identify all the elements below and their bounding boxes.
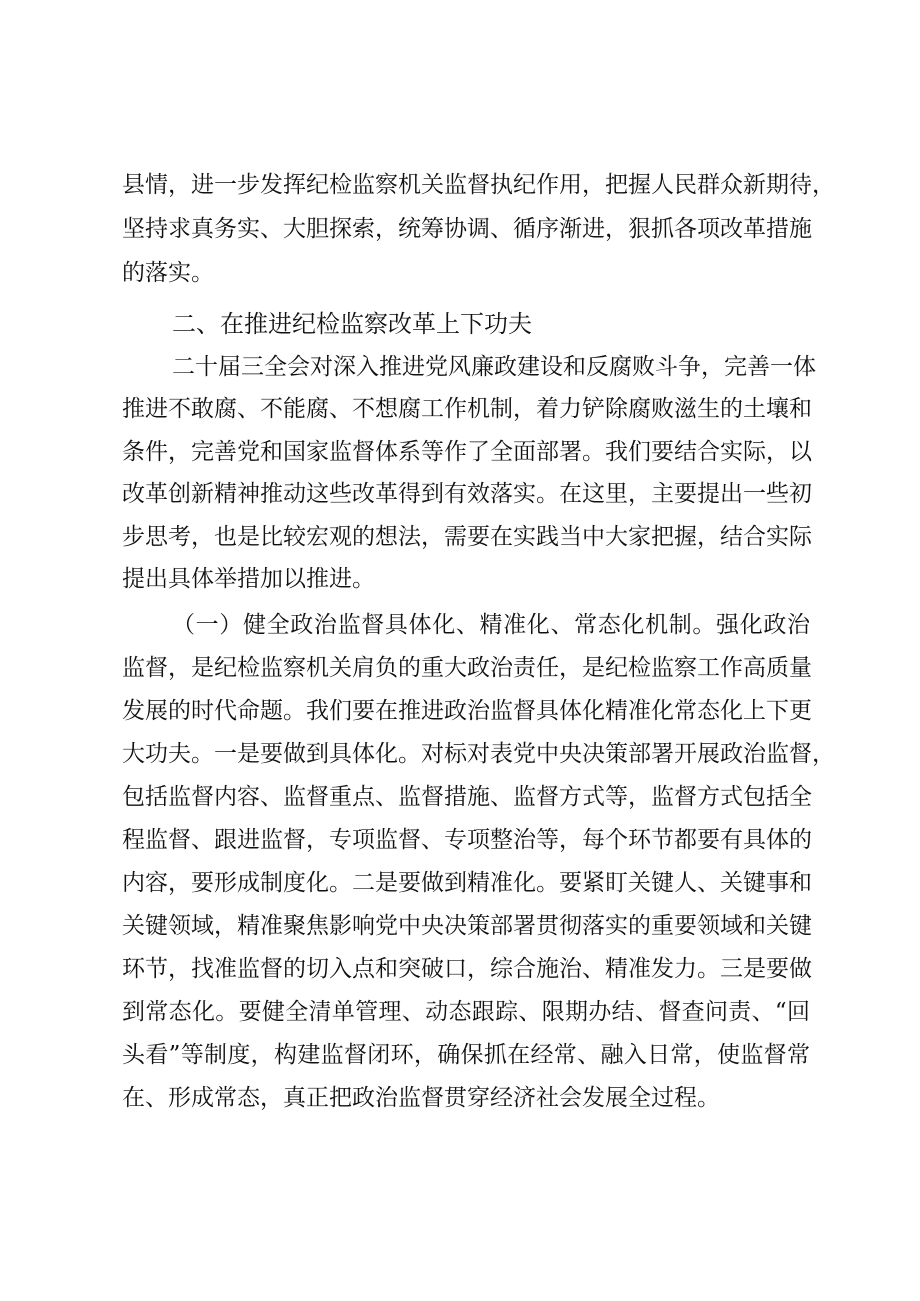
paragraph-line: 坚持求真务实、大胆探索，统筹协调、循序渐进，狠抓各项改革措施 xyxy=(122,216,812,242)
paragraph-line: （一）健全政治监督具体化、精准化、常态化机制。强化政治 xyxy=(172,612,810,638)
paragraph-line: 头看”等制度，构建监督闭环，确保抓在经常、融入日常，使监督常 xyxy=(122,1042,810,1068)
paragraph-line: 提出具体举措加以推进。 xyxy=(122,566,375,592)
paragraph-line: 大功夫。一是要做到具体化。对标对表党中央决策部署开展政治监督， xyxy=(122,741,835,767)
paragraph-line: 包括监督内容、监督重点、监督措施、监督方式等，监督方式包括全 xyxy=(122,784,812,810)
section-heading: 二、在推进纪检监察改革上下功夫 xyxy=(172,310,532,338)
paragraph-line: 的落实。 xyxy=(122,260,214,286)
paragraph-line: 二十届三全会对深入推进党风廉政建设和反腐败斗争，完善一体 xyxy=(172,354,816,380)
paragraph-line: 步思考，也是比较宏观的想法，需要在实践当中大家把握，结合实际 xyxy=(122,524,812,550)
paragraph-line: 监督，是纪检监察机关肩负的重大政治责任，是纪检监察工作高质量 xyxy=(122,655,812,681)
paragraph-line: 条件，完善党和国家监督体系等作了全面部署。我们要结合实际，以 xyxy=(122,439,812,465)
paragraph-line: 推进不敢腐、不能腐、不想腐工作机制，着力铲除腐败滋生的土壤和 xyxy=(122,396,812,422)
paragraph-line: 县情，进一步发挥纪检监察机关监督执纪作用，把握人民群众新期待， xyxy=(122,172,835,198)
paragraph-line: 环节，找准监督的切入点和突破口，综合施治、精准发力。三是要做 xyxy=(122,956,812,982)
paragraph-line: 关键领域，精准聚焦影响党中央决策部署贯彻落实的重要领域和关键 xyxy=(122,913,812,939)
paragraph-line: 在、形成常态，真正把政治监督贯穿经济社会发展全过程。 xyxy=(122,1085,720,1111)
paragraph-line: 发展的时代命题。我们要在推进政治监督具体化精准化常态化上下更 xyxy=(122,698,812,724)
paragraph-line: 到常态化。要健全清单管理、动态跟踪、限期办结、督查问责、“回 xyxy=(122,999,810,1025)
paragraph-line: 程监督、跟进监督，专项监督、专项整治等，每个环节都要有具体的 xyxy=(122,827,812,853)
paragraph-line: 改革创新精神推动这些改革得到有效落实。在这里，主要提出一些初 xyxy=(122,481,812,507)
paragraph-line: 内容，要形成制度化。二是要做到精准化。要紧盯关键人、关键事和 xyxy=(122,870,812,896)
